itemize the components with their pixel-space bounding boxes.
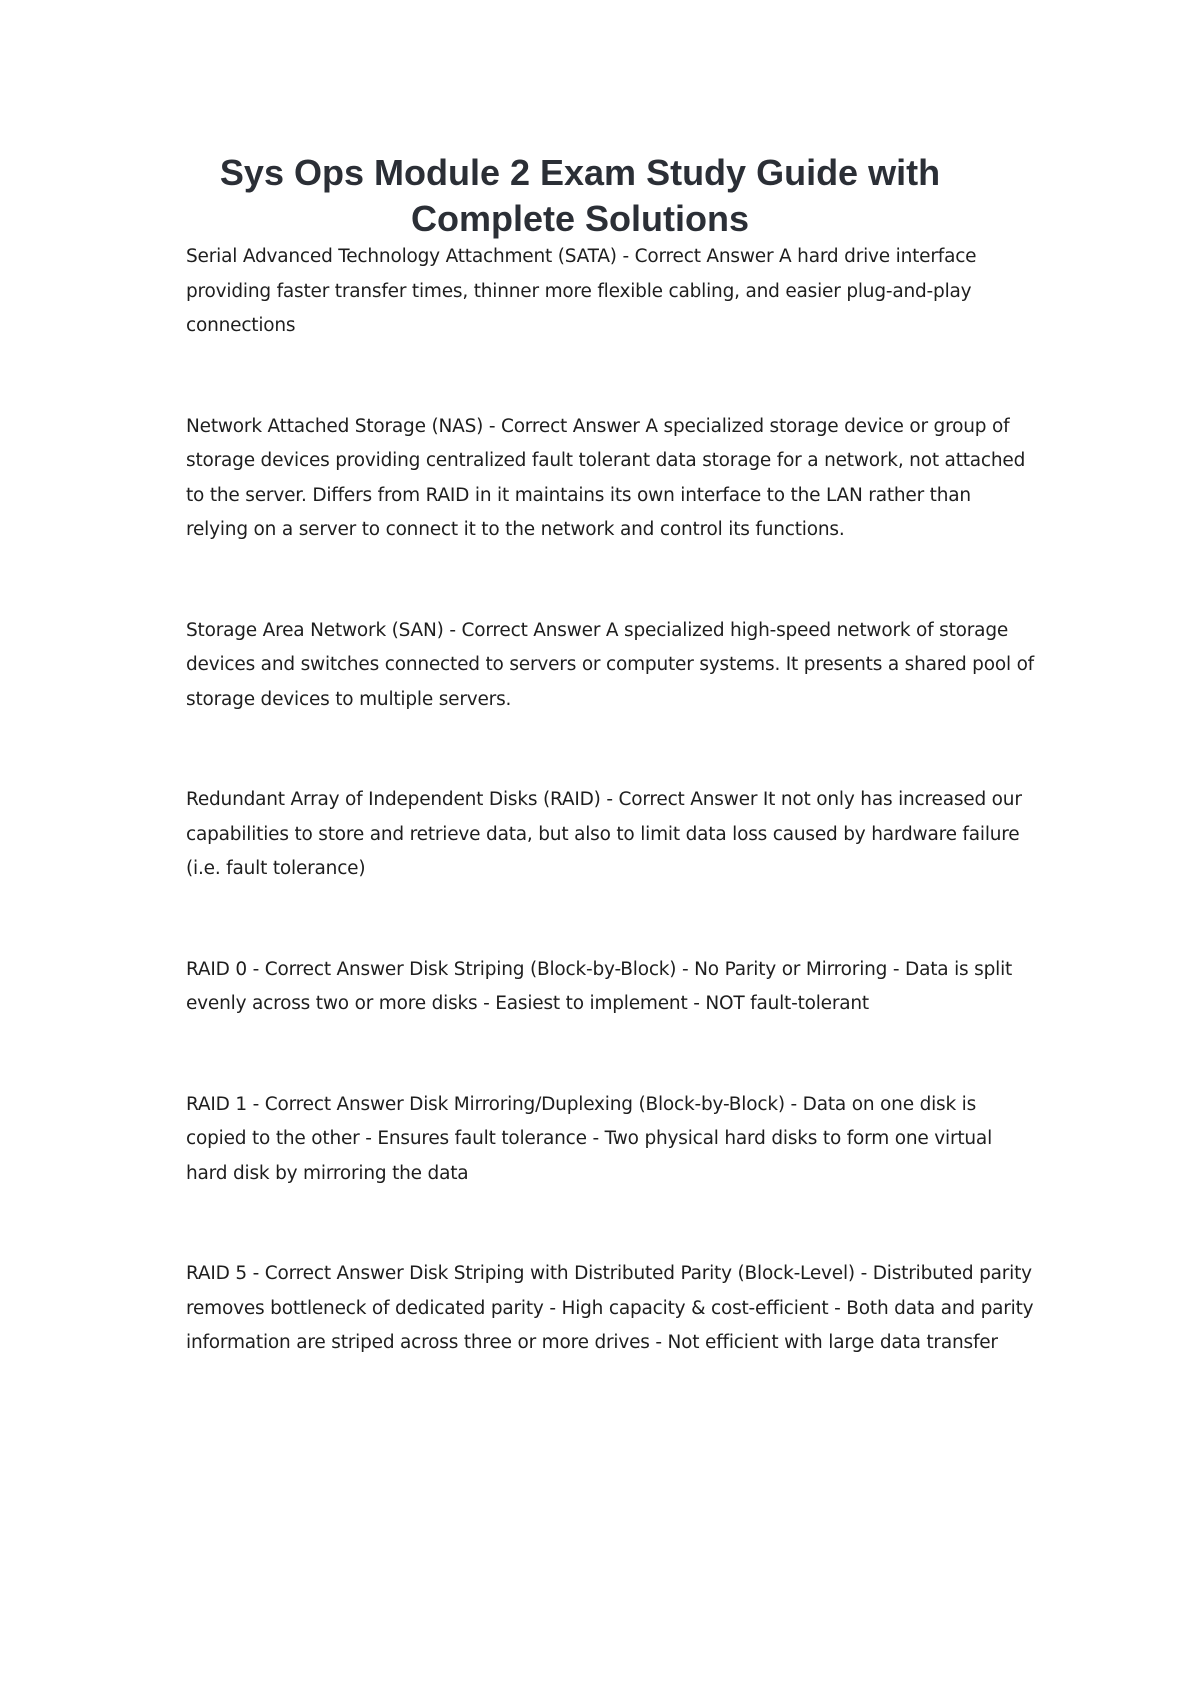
entry-raid-5: RAID 5 - Correct Answer Disk Striping with Distributed Parity (Block-Level) - Distributed parity removes bottleneck of dedicated parity - High capacity & cost-efficient - Both data and parity information are striped across three or more drives - Not efficient with large data transfer <box>186 1263 1034 1353</box>
document-title: Sys Ops Module 2 Exam Study Guide with Complete Solutions <box>219 152 941 239</box>
entry-nas: Network Attached Storage (NAS) - Correct Answer A specialized storage device or group of storage devices providing centralized fault tolerant data storage for a network, not attached to the server. Differs from RAID in it maintains its own interface to the LAN rather than relying on a server to connect it to the network and control its functions. <box>186 415 1026 540</box>
entry-raid-1: RAID 1 - Correct Answer Disk Mirroring/Duplexing (Block-by-Block) - Data on one disk is copied to the other - Ensures fault tolerance - Two physical hard disks to form one virtual hard disk by mirroring the data <box>186 1093 993 1184</box>
entry-raid: Redundant Array of Independent Disks (RAID) - Correct Answer It not only has increased our capabilities to store and retrieve data, but also to limit data loss caused by hardware failure (i.e. fault tolerance) <box>186 789 1022 879</box>
entry-san: Storage Area Network (SAN) - Correct Answer A specialized high-speed network of storage devices and switches connected to servers or computer systems. It presents a shared pool of storage devices to multiple servers. <box>186 619 1034 710</box>
entry-raid-0: RAID 0 - Correct Answer Disk Striping (Block-by-Block) - No Parity or Mirroring - Data is split evenly across two or more disks - Easiest to implement - NOT fault-tolerant <box>186 958 1013 1014</box>
study-entries <box>186 240 1036 1361</box>
entry-sata: Serial Advanced Technology Attachment (SATA) - Correct Answer A hard drive interface providing faster transfer times, thinner more flexible cabling, and easier plug-and-play connections <box>186 246 977 336</box>
